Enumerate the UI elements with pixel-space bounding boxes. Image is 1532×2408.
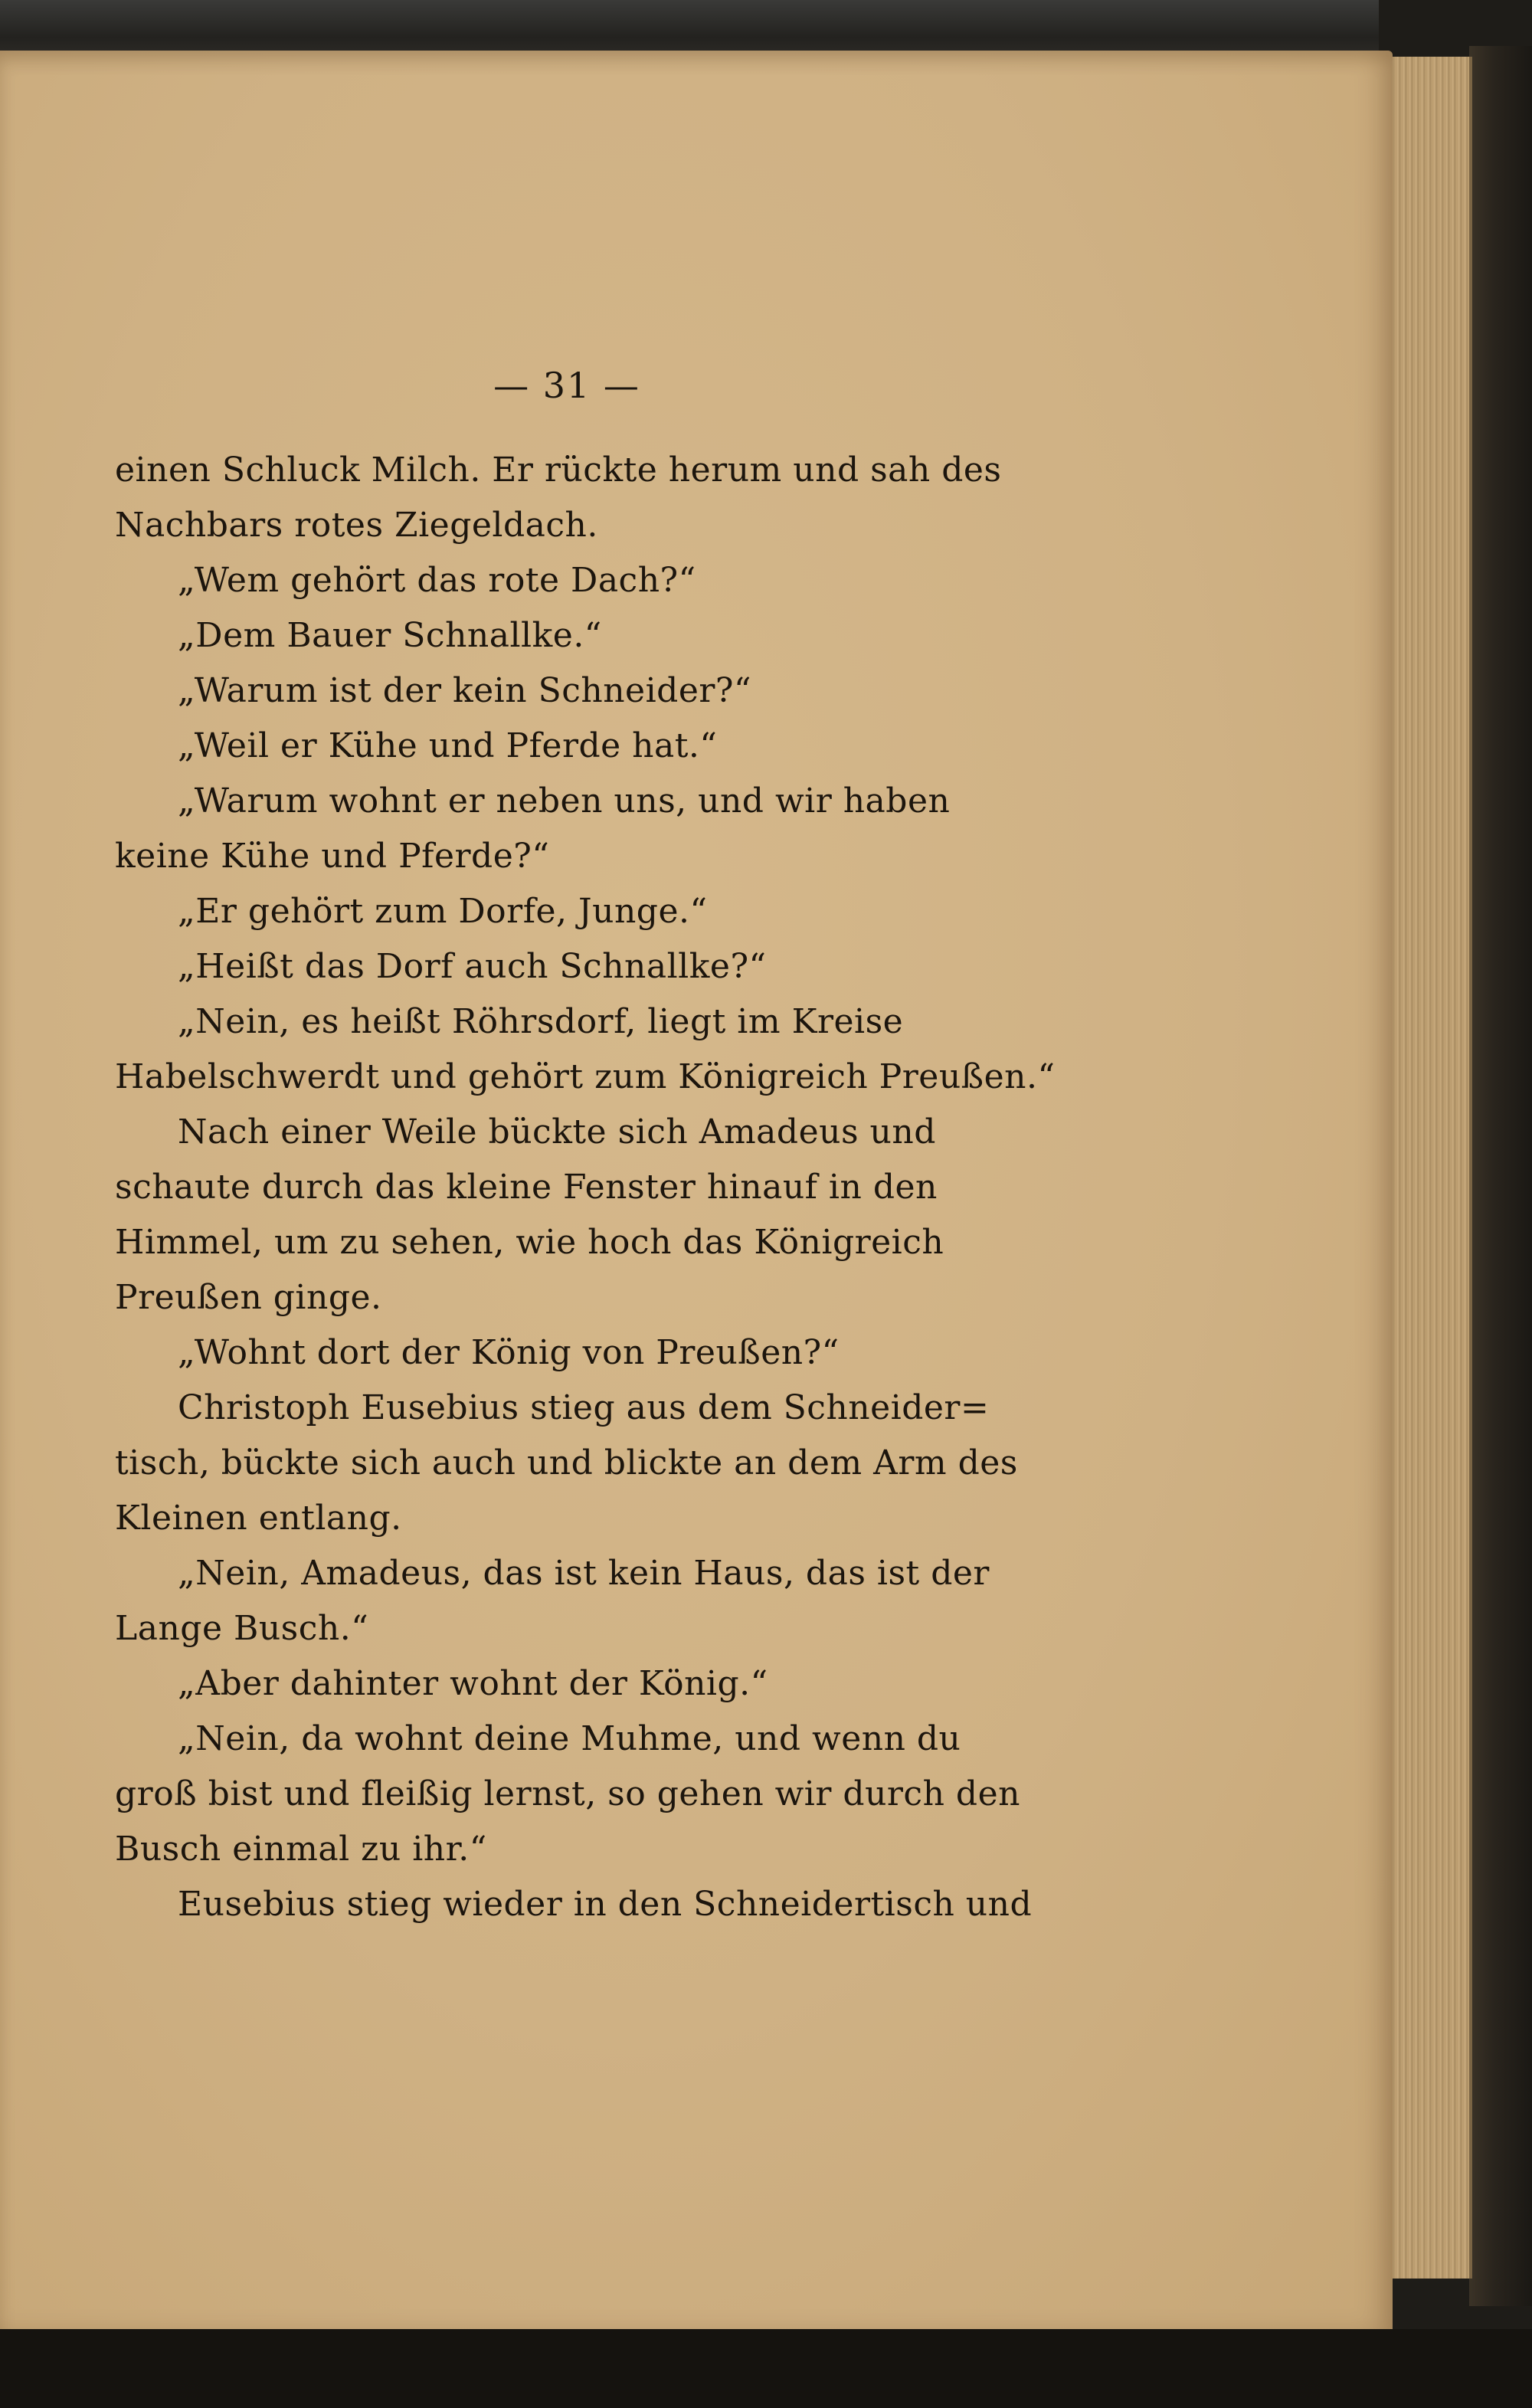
text-line: „Wem gehört das rote Dach?“: [178, 561, 696, 600]
text-line: Lange Busch.“: [115, 1609, 369, 1648]
text-line: Himmel, um zu sehen, wie hoch das Königreich: [115, 1223, 944, 1262]
text-line: „Nein, es heißt Röhrsdorf, liegt im Kreise: [178, 1002, 904, 1041]
text-line: „Warum ist der kein Schneider?“: [178, 671, 751, 710]
text-line: „Er gehört zum Dorfe, Junge.“: [178, 892, 708, 931]
text-line: „Nein, Amadeus, das ist kein Haus, das ist der: [178, 1554, 990, 1593]
text-line: Habelschwerdt und gehört zum Königreich Preußen.“: [115, 1057, 1056, 1096]
text-line: einen Schluck Milch. Er rückte herum und sah des: [115, 450, 1002, 490]
text-line: schaute durch das kleine Fenster hinauf in den: [115, 1168, 938, 1207]
text-line: „Warum wohnt er neben uns, und wir haben: [178, 781, 951, 821]
text-line: Kleinen entlang.: [115, 1499, 402, 1538]
text-line: „Wohnt dort der König von Preußen?“: [178, 1333, 840, 1372]
text-line: tisch, bückte sich auch und blickte an dem Arm des: [115, 1443, 1018, 1482]
book-cover-edge: [1469, 46, 1532, 2306]
text-line: keine Kühe und Pferde?“: [115, 837, 550, 876]
page-number: — 31 —: [493, 365, 640, 406]
scan-bottom-edge: [0, 2329, 1532, 2408]
text-line: „Nein, da wohnt deine Muhme, und wenn du: [178, 1719, 961, 1758]
text-line: Nach einer Weile bückte sich Amadeus und: [178, 1112, 936, 1152]
page-stack-edge: [1383, 57, 1472, 2279]
text-line: „Heißt das Dorf auch Schnallke?“: [178, 947, 767, 986]
text-line: Nachbars rotes Ziegeldach.: [115, 506, 598, 545]
text-line: Eusebius stieg wieder in den Schneidertisch und: [178, 1885, 1033, 1924]
text-line: Busch einmal zu ihr.“: [115, 1830, 487, 1869]
book-page: [0, 51, 1393, 2334]
text-line: „Aber dahinter wohnt der König.“: [178, 1664, 768, 1703]
scan-top-edge: [0, 0, 1379, 54]
text-line: „Dem Bauer Schnallke.“: [178, 616, 602, 655]
text-line: „Weil er Kühe und Pferde hat.“: [178, 726, 718, 765]
text-line: Preußen ginge.: [115, 1278, 382, 1317]
text-line: Christoph Eusebius stieg aus dem Schneider=: [178, 1388, 990, 1427]
text-line: groß bist und fleißig lernst, so gehen wir durch den: [115, 1774, 1020, 1813]
body-text: [115, 443, 1057, 1932]
